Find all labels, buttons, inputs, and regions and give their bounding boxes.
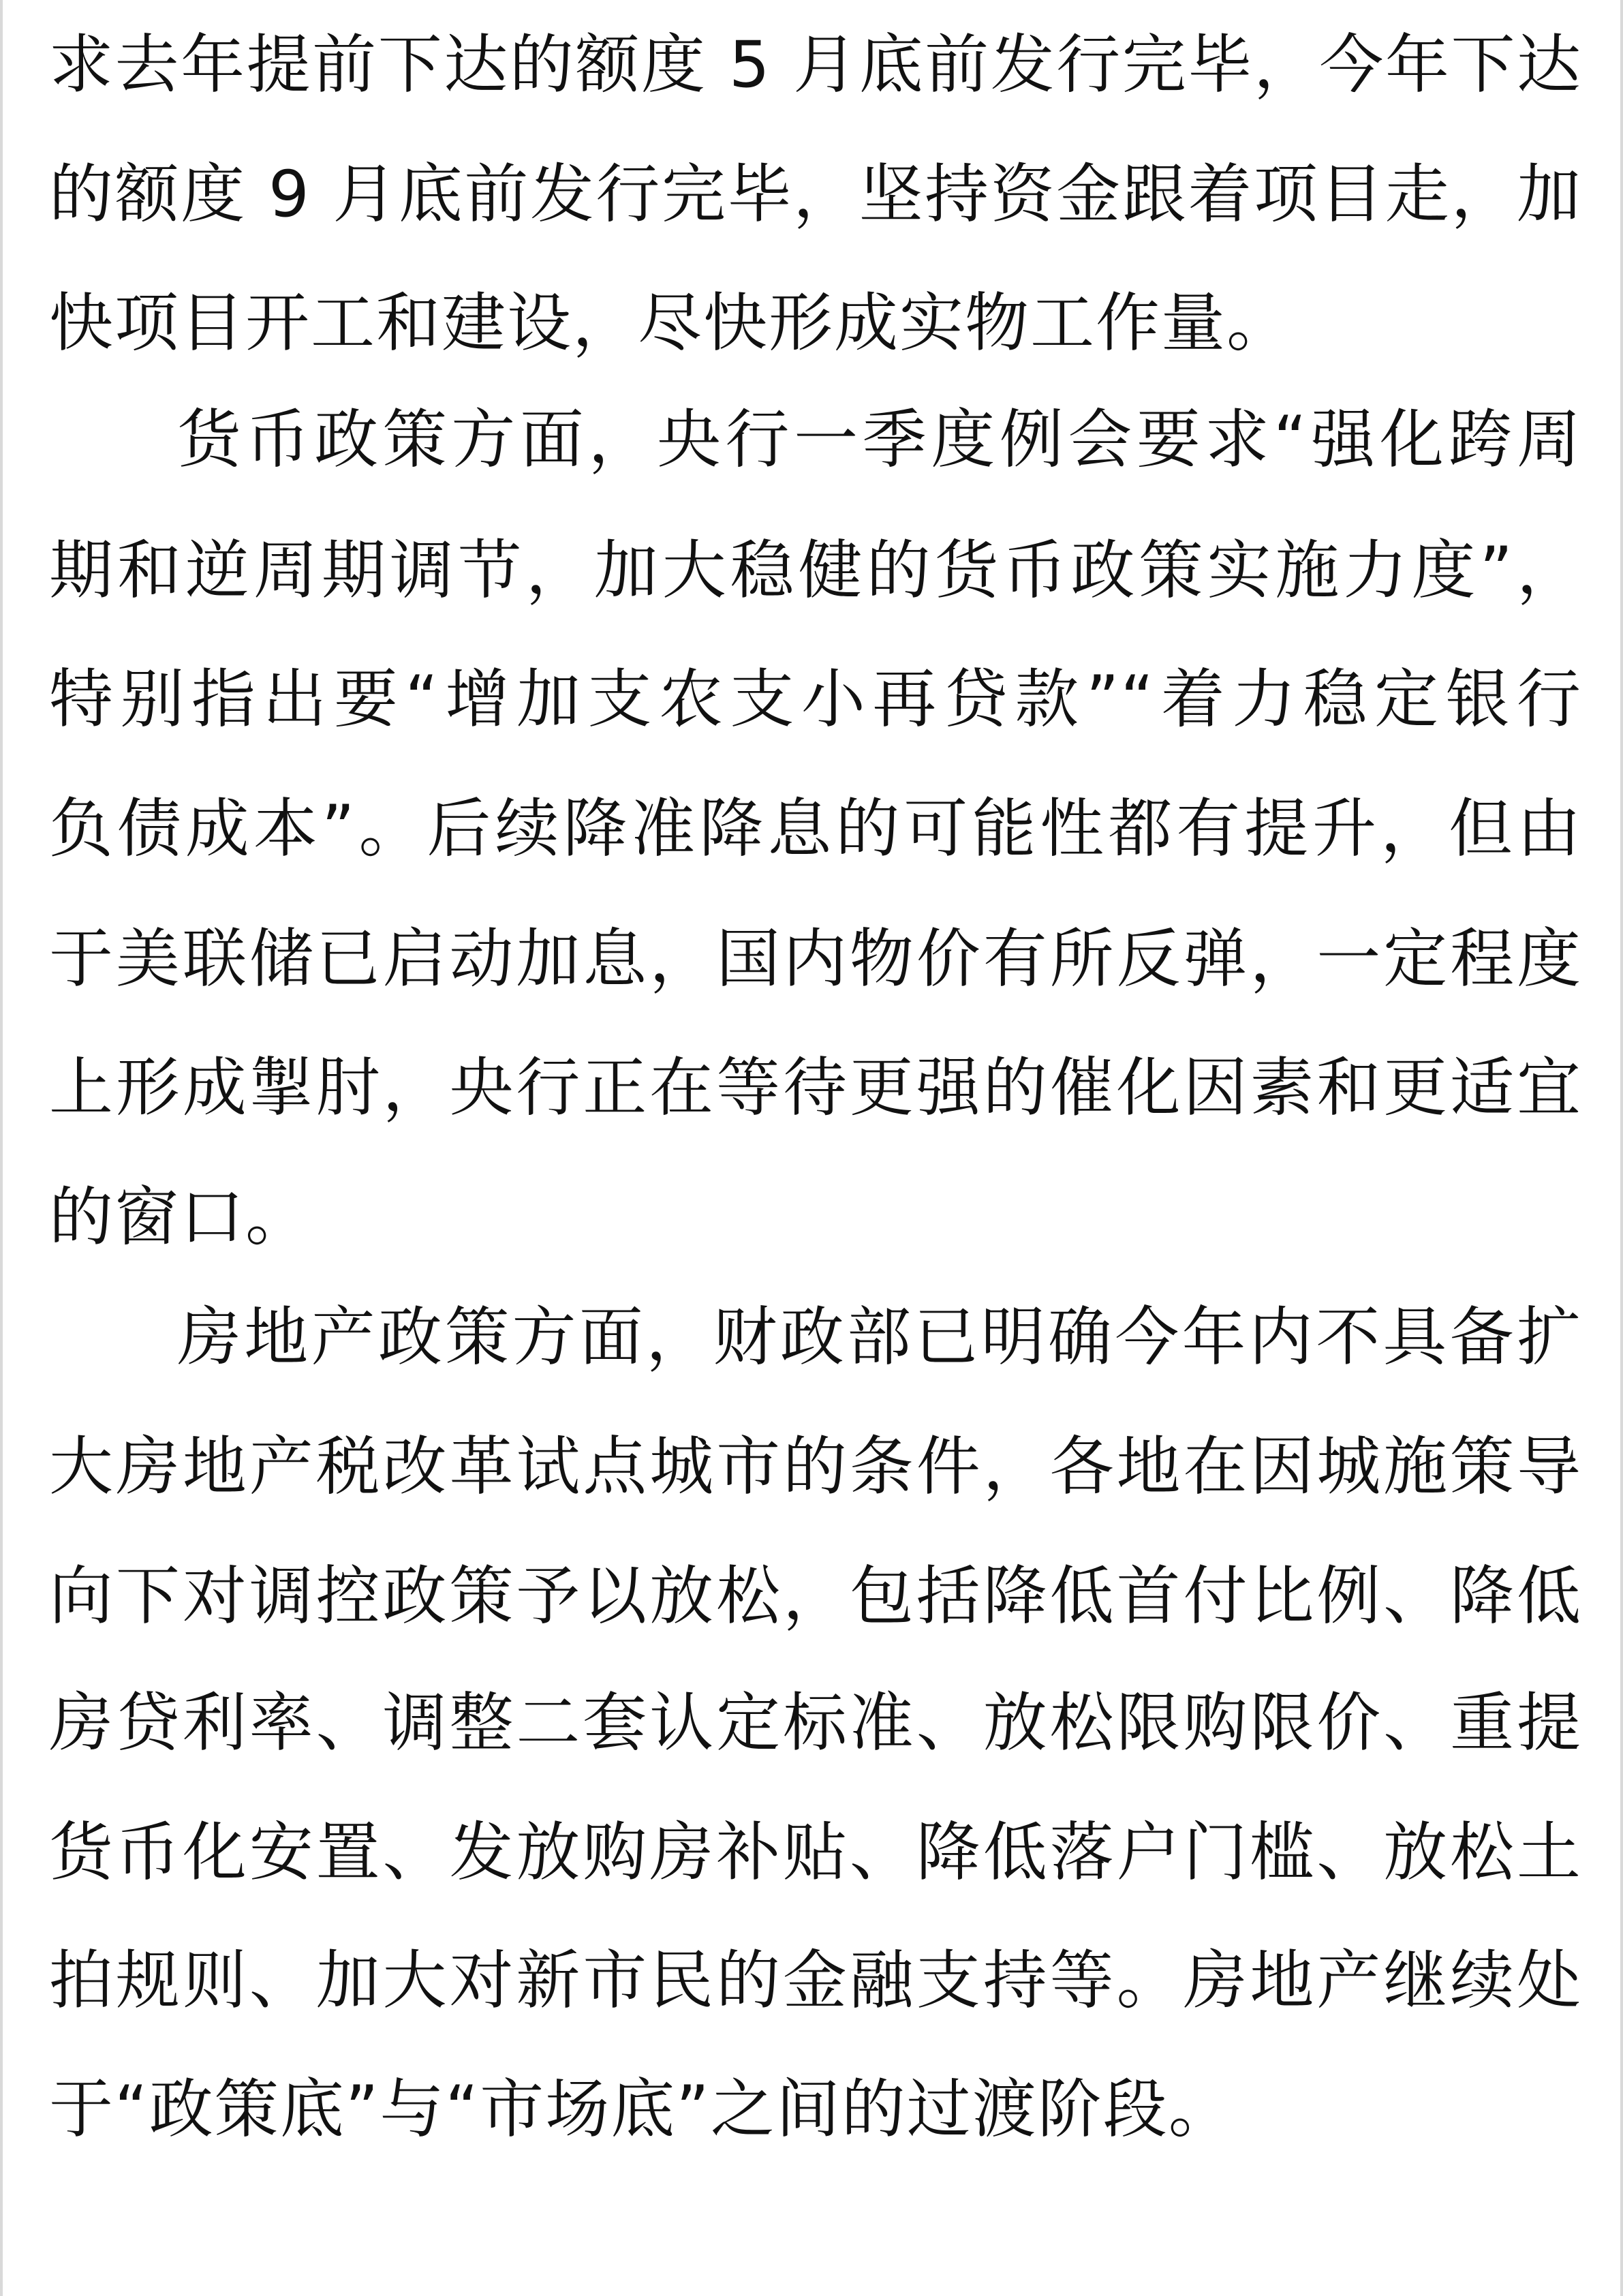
text-line: 货币化安置、发放购房补贴、降低落户门槛、放松土 — [49, 1816, 1582, 1890]
paragraph-first-line: 房地产政策方面，财政部已明确今年内不具备扩 — [177, 1300, 1582, 1375]
text-line: 房贷利率、调整二套认定标准、放松限购限价、重提 — [49, 1686, 1582, 1760]
text-line: 向下对调控政策予以放松，包括降低首付比例、降低 — [49, 1559, 1582, 1634]
text-line: 求去年提前下达的额度 5 月底前发行完毕，今年下达 — [49, 28, 1582, 102]
page-left-border — [0, 0, 3, 2296]
text-line: 的额度 9 月底前发行完毕，坚持资金跟着项目走，加 — [49, 157, 1582, 232]
text-line: 大房地产税改革试点城市的条件，各地在因城施策导 — [49, 1430, 1582, 1504]
text-line: 上形成掣肘，央行正在等待更强的催化因素和更适宜 — [49, 1051, 1582, 1125]
text-line: 负债成本”。后续降准降息的可能性都有提升，但由 — [49, 792, 1582, 866]
text-line: 的窗口。 — [49, 1180, 311, 1255]
text-line: 拍规则、加大对新市民的金融支持等。房地产继续处 — [49, 1944, 1582, 2018]
text-line: 特别指出要“增加支农支小再贷款”“着力稳定银行 — [49, 662, 1582, 737]
page-right-border — [1620, 0, 1623, 2296]
text-line: 于“政策底”与“市场底”之间的过渡阶段。 — [49, 2072, 1234, 2147]
paragraph-first-line: 货币政策方面，央行一季度例会要求“强化跨周 — [177, 403, 1582, 477]
text-line: 于美联储已启动加息，国内物价有所反弹，一定程度 — [49, 922, 1582, 996]
text-line: 快项目开工和建设，尽快形成实物工作量。 — [49, 286, 1293, 361]
text-line: 期和逆周期调节，加大稳健的货币政策实施力度”， — [49, 534, 1582, 608]
